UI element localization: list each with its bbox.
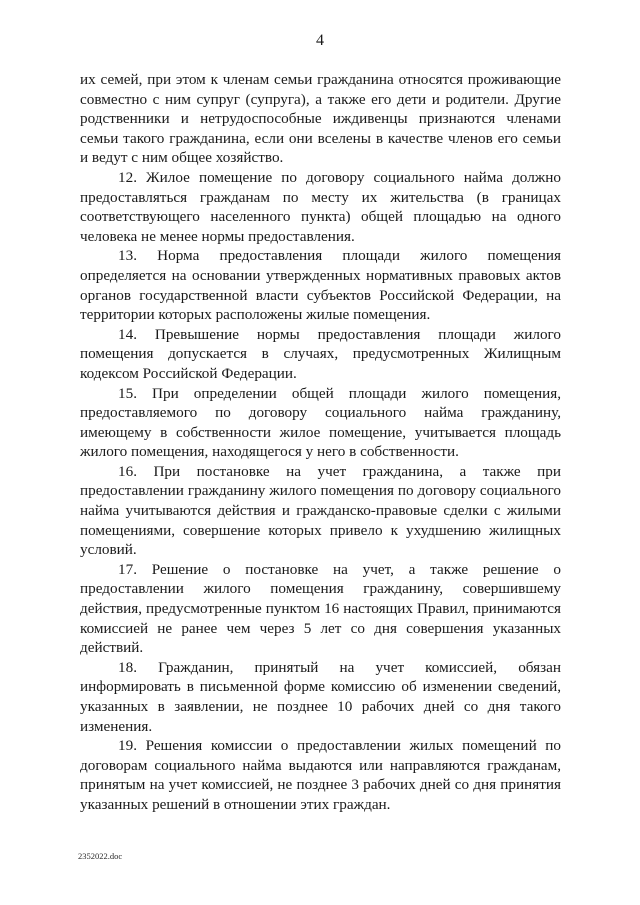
page-number: 4	[316, 32, 324, 49]
paragraph-item-16: 16. При постановке на учет гражданина, а также при предоставлении гражданину жилого помещения по договору социального найма учитываются действия и гражданско-правовые сделки с жилыми помещениями, совершение которых привело к ухудшению жилищных условий.	[80, 462, 561, 559]
paragraph-item-19: 19. Решения комиссии о предоставлении жилых помещений по договорам социального найма выдаются или направляются гражданам, принятым на учет комиссией, не позднее 3 рабочих дней со дня принятия указанных решений в отношении этих граждан.	[80, 737, 561, 813]
document-body	[80, 70, 561, 815]
paragraph-item-18: 18. Гражданин, принятый на учет комиссией, обязан информировать в письменной форме комиссию об изменении сведений, указанных в заявлении, не позднее 10 рабочих дней со дня такого изменения.	[80, 658, 561, 735]
paragraph-item-13: 13. Норма предоставления площади жилого помещения определяется на основании утвержденных нормативных правовых актов органов государственной власти субъектов Российской Федерации, на территории которых расположены жилые помещения.	[80, 247, 561, 324]
paragraph-item-14: 14. Превышение нормы предоставления площади жилого помещения допускается в случаях, предусмотренных Жилищным кодексом Российской Федерации.	[80, 325, 561, 382]
paragraph-item-12: 12. Жилое помещение по договору социального найма должно предоставляться гражданам по месту их жительства (в границах соответствующего населенного пункта) общей площадью на одного человека не менее нормы предоставления.	[80, 168, 561, 245]
document-filename-footer: 2352022.doc	[78, 851, 123, 861]
paragraph-item-15: 15. При определении общей площади жилого помещения, предоставляемого по договору социального найма гражданину, имеющему в собственности жилое помещение, учитывается площадь жилого помещения, находящегося у него в собственности.	[80, 384, 561, 461]
paragraph-continuation: их семей, при этом к членам семьи гражданина относятся проживающие совместно с ним супруг (супруга), а также его дети и родители. Другие родственники и нетрудоспособные иждивенцы признаются членами семьи такого гражданина, если они вселены в качестве членов его семьи и ведут с ним общее хозяйство.	[80, 71, 561, 167]
paragraph-item-17: 17. Решение о постановке на учет, а также решение о предоставлении жилого помещения гражданину, совершившему действия, предусмотренные пунктом 16 настоящих Правил, принимаются комиссией не ранее чем через 5 лет со дня совершения указанных действий.	[80, 560, 561, 657]
